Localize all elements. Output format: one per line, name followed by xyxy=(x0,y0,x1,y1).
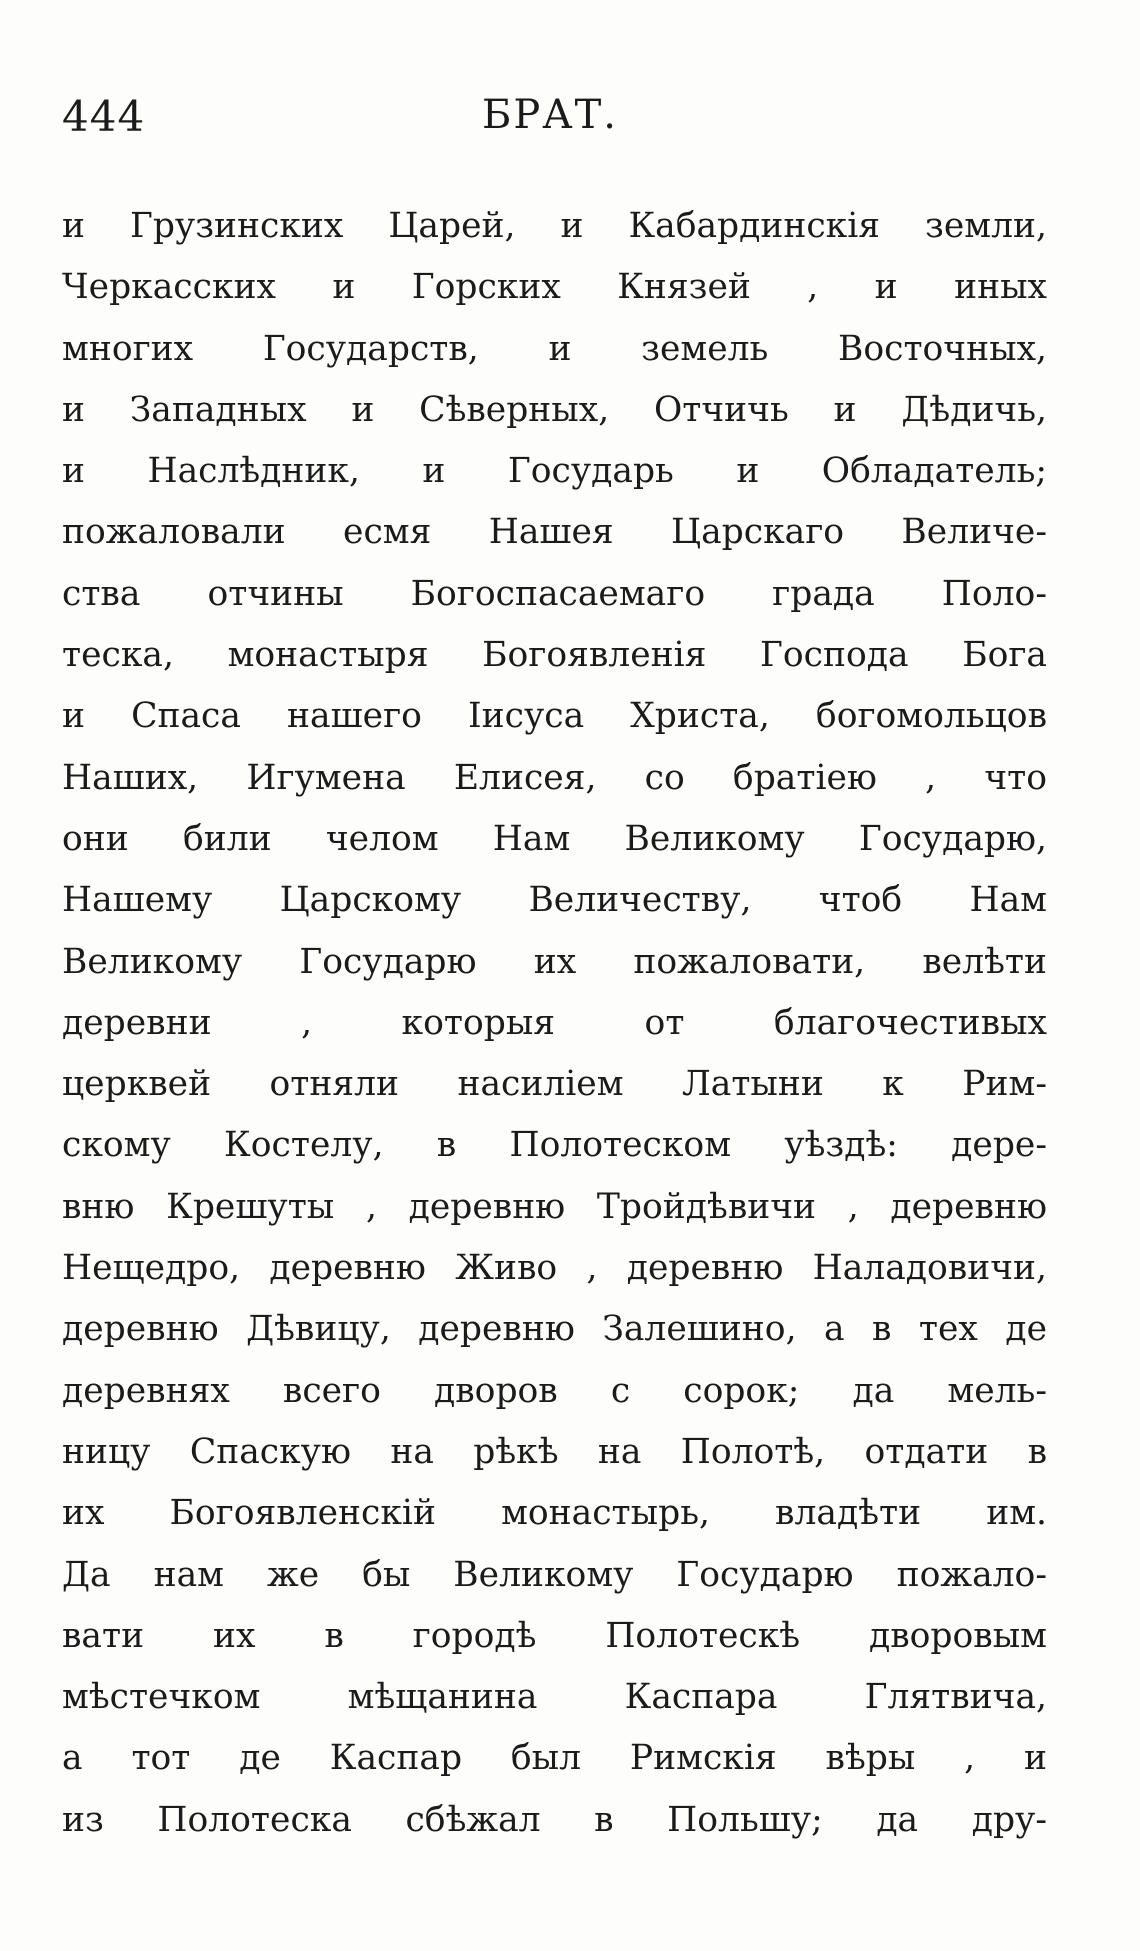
text-line: Да нам же бы Великому Государю пожало- xyxy=(62,1554,1047,1595)
text-line: пожаловали есмя Нашея Царскаго Величе- xyxy=(62,512,1047,553)
text-line: они били челом Нам Великому Государю, xyxy=(62,818,1047,859)
text-line: и Спаса нашего Іисуса Христа, богомольцов xyxy=(62,696,1047,737)
text-line: скому Костелу, в Полотеском уѣздѣ: дере- xyxy=(62,1125,1047,1166)
text-line: многих Государств, и земель Восточных, xyxy=(62,328,1047,369)
text-line: их Богоявленскій монастырь, владѣти им. xyxy=(62,1493,1047,1534)
text-line: вню Крешуты , деревню Тройдѣвичи , деревню xyxy=(62,1186,1047,1227)
text-line: а тот де Каспар был Римскія вѣры , и xyxy=(62,1738,1047,1779)
text-line: церквей отняли насиліем Латыни к Рим- xyxy=(62,1064,1047,1105)
text-line: мѣстечком мѣщанина Каспара Глятвича, xyxy=(62,1677,1047,1718)
text-line: Черкасских и Горских Князей , и иных xyxy=(62,267,1047,308)
body-text xyxy=(62,196,1047,1851)
text-line: из Полотеска сбѣжал в Польшу; да дру- xyxy=(62,1799,1047,1840)
text-line: ства отчины Богоспасаемаго града Поло- xyxy=(62,573,1047,614)
text-line: Наших, Игумена Елисея, со братіею , что xyxy=(62,757,1047,798)
text-line: и Грузинских Царей, и Кабардинскія земли, xyxy=(62,206,1047,246)
running-head: БРАТ. xyxy=(482,92,618,138)
text-line: деревню Дѣвицу, деревню Залешино, а в тех де xyxy=(62,1309,1047,1350)
text-line: ницу Спаскую на рѣкѣ на Полотѣ, отдати в xyxy=(62,1431,1047,1472)
text-line: Нещедро, деревню Живо , деревню Наладовичи, xyxy=(62,1248,1047,1289)
text-line: деревнях всего дворов с сорок; да мель- xyxy=(62,1370,1047,1411)
text-line: Великому Государю их пожаловати, велѣти xyxy=(62,941,1047,982)
page-number: 444 xyxy=(62,92,146,141)
text-line: теска, монастыря Богоявленія Господа Бога xyxy=(62,635,1047,676)
text-line: вати их в городѣ Полотескѣ дворовым xyxy=(62,1615,1047,1656)
text-line: деревни , которыя от благочестивых xyxy=(62,1002,1047,1043)
text-line: Нашему Царскому Величеству, чтоб Нам xyxy=(62,880,1047,921)
text-line: и Западных и Сѣверных, Отчичь и Дѣдичь, xyxy=(62,389,1047,430)
page-header xyxy=(62,92,1052,152)
text-line: и Наслѣдник, и Государь и Обладатель; xyxy=(62,451,1047,492)
